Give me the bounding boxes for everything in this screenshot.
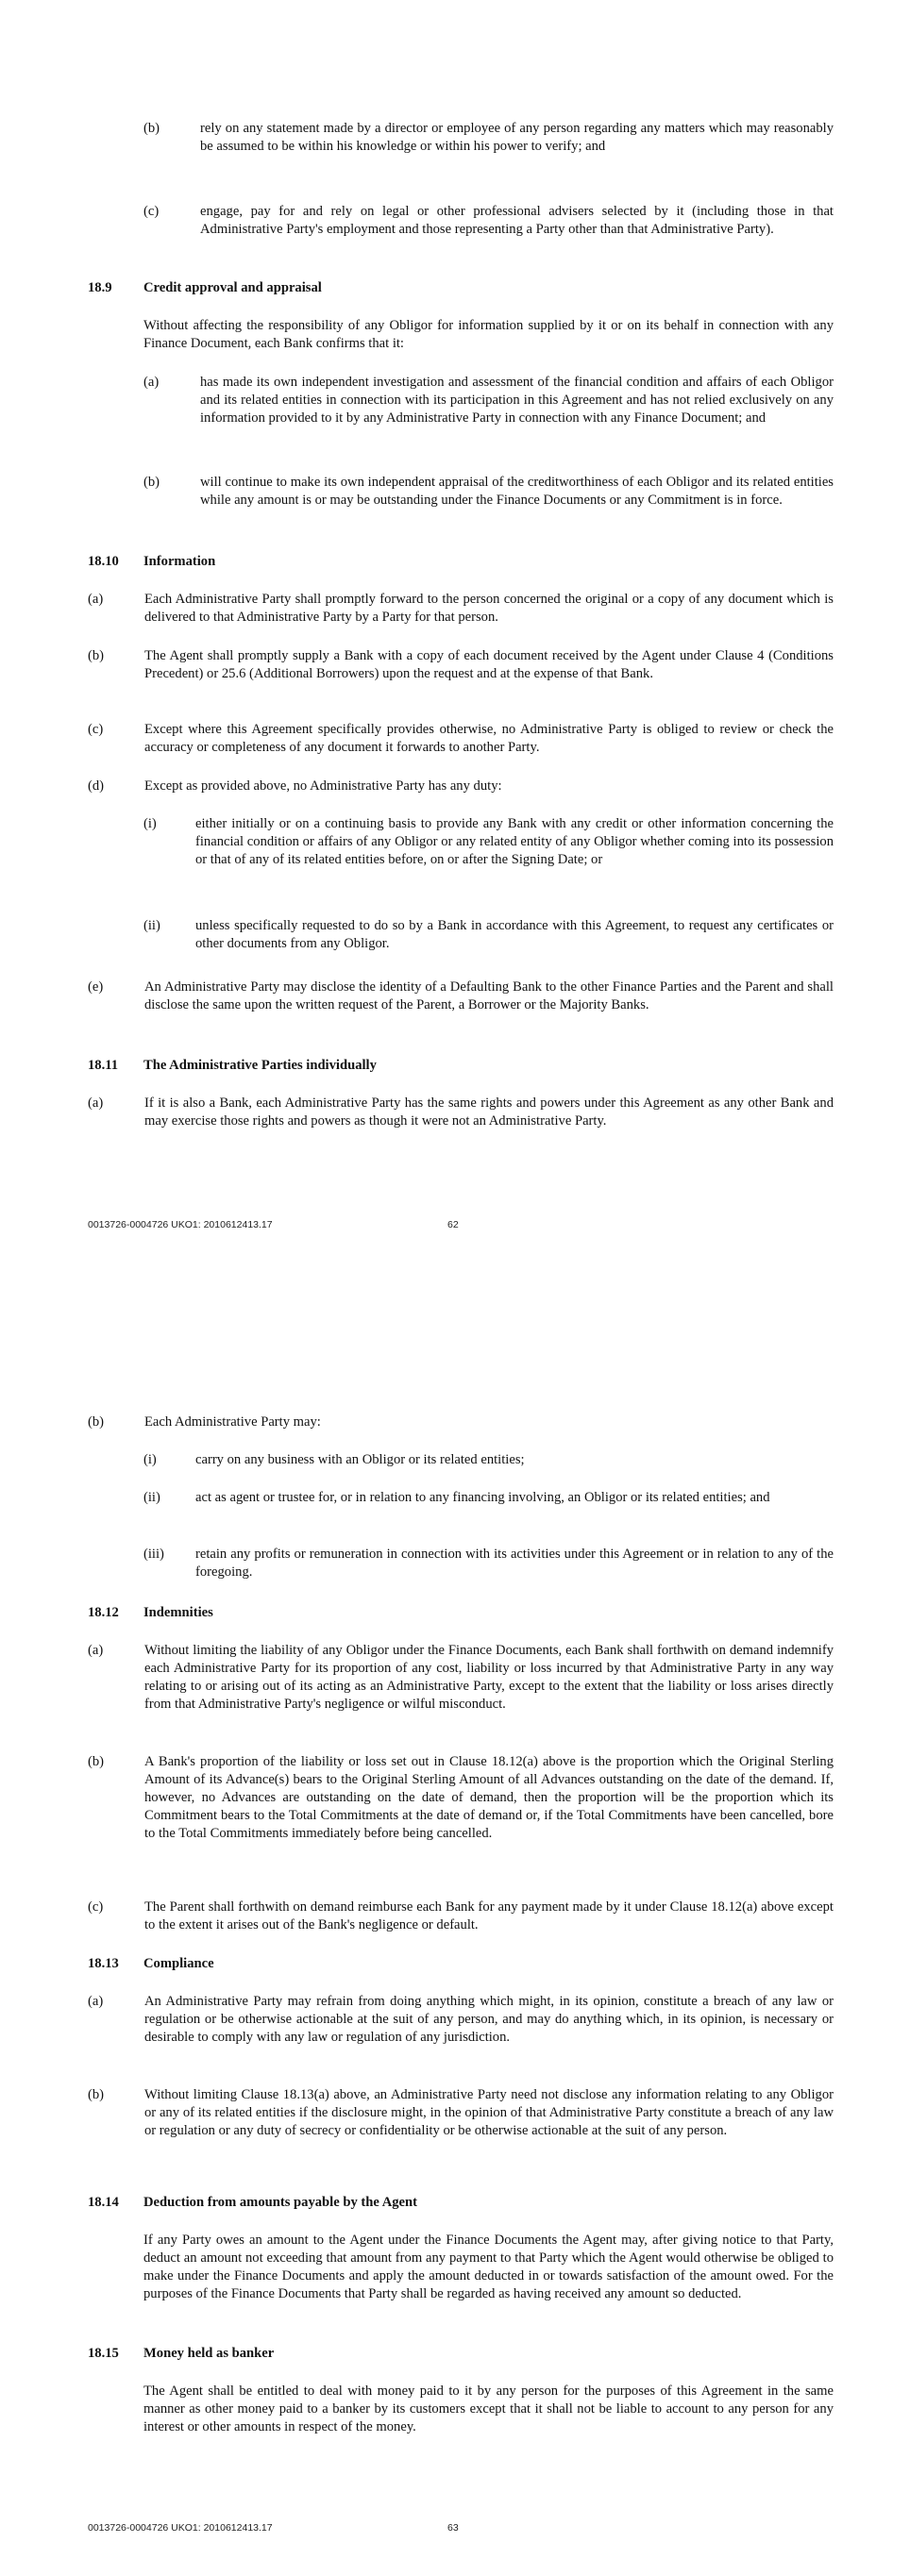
- item-label: (b): [88, 2087, 105, 2102]
- section-title: Money held as banker: [143, 2346, 275, 2361]
- footer-reference: 0013726-0004726 UKO1: 2010612413.17: [88, 2522, 273, 2534]
- section-number: 18.12: [88, 1605, 119, 1620]
- section-title: Compliance: [143, 1956, 214, 1971]
- item-label: (c): [143, 204, 160, 219]
- item-text: The Agent shall promptly supply a Bank with a copy of each document received by the Agent under Clause 4 (Conditions Precedent) or 25.6 (Additional Borrowers) upon the request and at the expense of that Bank.: [144, 648, 834, 681]
- item-text: will continue to make its own independent appraisal of the creditworthiness of each Obligor and its related entities while any amount is or may be outstanding under the Finance Documents or any Commitment is in force.: [200, 475, 834, 508]
- item-text: rely on any statement made by a director or employee of any person regarding any matters which may reasonably be assumed to be within his knowledge or within his power to verify; and: [200, 121, 834, 154]
- section-number: 18.13: [88, 1956, 119, 1971]
- section-number: 18.15: [88, 2346, 119, 2361]
- item-label: (i): [143, 1452, 157, 1467]
- item-text: engage, pay for and rely on legal or other professional advisers selected by it (including those in that Administrative Party's employment and those representing a Party other than that Administrative Party).: [200, 204, 834, 237]
- section-intro: Without affecting the responsibility of any Obligor for information supplied by it or on its behalf in connection with any Finance Document, each Bank confirms that it:: [143, 318, 834, 351]
- page-63: [0, 1288, 910, 2576]
- item-text: Without limiting the liability of any Obligor under the Finance Documents, each Bank shall forthwith on demand indemnify each Administrative Party for its proportion of any cost, liability or loss incurred by that Administrative Party in any way relating to or arising out of its acting as an Administrative Party, except to the extent that the liability or loss arises directly from that Administrative Party's negligence or wilful misconduct.: [144, 1643, 834, 1712]
- item-text: An Administrative Party may refrain from doing anything which might, in its opinion, constitute a breach of any law or regulation or be otherwise actionable at the suit of any person, and may do anything which, in its opinion, is necessary or desirable to comply with any law or regulation of any jurisdiction.: [144, 1994, 834, 2045]
- item-label: (ii): [143, 1490, 160, 1505]
- item-label: (b): [143, 121, 160, 136]
- item-label: (c): [88, 722, 104, 737]
- item-label: (iii): [143, 1547, 164, 1562]
- item-label: (b): [143, 475, 160, 490]
- page-number: 62: [447, 1219, 459, 1230]
- item-label: (b): [88, 1754, 105, 1769]
- item-text: A Bank's proportion of the liability or loss set out in Clause 18.12(a) above is the proportion which the Original Sterling Amount of its Advance(s) bears to the Original Sterling Amount of all Advances outstanding on the date of the demand. If, however, no Advances are outstanding on the date of demand, then the proportion will be the proportion which its Commitment bears to the Total Commitments at the date of demand or, if the Total Commitments have been cancelled, bore to the Total Commitments immediately before being cancelled.: [144, 1754, 834, 1841]
- item-label: (a): [88, 1096, 104, 1111]
- item-text: has made its own independent investigation and assessment of the financial condition and affairs of each Obligor and its related entities in connection with its participation in this Agreement and has not relied exclusively on any information provided to it by any Administrative Party in connection with any Finance Document; and: [200, 375, 834, 426]
- section-title: Information: [143, 554, 216, 569]
- section-number: 18.10: [88, 554, 119, 569]
- section-body: The Agent shall be entitled to deal with money paid to it by any person for the purposes of this Agreement in the same manner as other money paid to a banker by its customers except that it shall not be liable to account to any person for any interest or other amounts in respect of the money.: [143, 2384, 834, 2434]
- item-label: (c): [88, 1899, 104, 1915]
- item-label: (a): [88, 1994, 104, 2009]
- item-text: carry on any business with an Obligor or its related entities;: [195, 1452, 525, 1467]
- item-text: Each Administrative Party may:: [144, 1414, 321, 1430]
- item-text: The Parent shall forthwith on demand reimburse each Bank for any payment made by it under Clause 18.12(a) above except to the extent it arises out of the Bank's negligence or default.: [144, 1899, 834, 1932]
- section-body: If any Party owes an amount to the Agent under the Finance Documents the Agent may, after giving notice to that Party, deduct an amount not exceeding that amount from any payment to that Party which the Agent would otherwise be obliged to make under the Finance Documents and apply the amount deducted in or towards satisfaction of the amount owed. For the purposes of the Finance Documents that Party shall be regarded as having received any amount so deducted.: [143, 2233, 834, 2301]
- section-number: 18.14: [88, 2195, 119, 2210]
- item-text: Except as provided above, no Administrative Party has any duty:: [144, 778, 502, 794]
- item-label: (d): [88, 778, 105, 794]
- footer-reference: 0013726-0004726 UKO1: 2010612413.17: [88, 1219, 273, 1230]
- page-number: 63: [447, 2522, 459, 2534]
- item-text: Except where this Agreement specifically provides otherwise, no Administrative Party is obliged to review or check the accuracy or completeness of any document it forwards to another Party.: [144, 722, 834, 755]
- item-label: (b): [88, 648, 105, 663]
- item-label: (b): [88, 1414, 105, 1430]
- item-text: act as agent or trustee for, or in relation to any financing involving, an Obligor or its related entities; and: [195, 1490, 770, 1505]
- item-text: An Administrative Party may disclose the identity of a Defaulting Bank to the other Finance Parties and the Parent and shall disclose the same upon the written request of the Parent, a Borrower or the Majority Banks.: [144, 979, 834, 1012]
- item-label: (ii): [143, 918, 160, 933]
- item-label: (i): [143, 816, 157, 831]
- item-text: unless specifically requested to do so by a Bank in accordance with this Agreement, to request any certificates or other documents from any Obligor.: [195, 918, 834, 951]
- item-text: Each Administrative Party shall promptly forward to the person concerned the original or a copy of any document which is delivered to that Administrative Party by a Party for that person.: [144, 592, 834, 625]
- section-title: Deduction from amounts payable by the Agent: [143, 2195, 418, 2210]
- item-text: either initially or on a continuing basis to provide any Bank with any credit or other information concerning the financial condition or affairs of any Obligor or any related entity of any Obligor whether coming into its possession or that of any of its related entities before, on or after the Signing Date; or: [195, 816, 834, 867]
- section-title: Credit approval and appraisal: [143, 280, 322, 295]
- item-label: (a): [88, 592, 104, 607]
- section-title: The Administrative Parties individually: [143, 1058, 377, 1073]
- item-text: If it is also a Bank, each Administrative Party has the same rights and powers under this Agreement as any other Bank and may exercise those rights and powers as though it were not an Administrative Party.: [144, 1096, 834, 1129]
- item-label: (a): [143, 375, 160, 390]
- item-text: Without limiting Clause 18.13(a) above, an Administrative Party need not disclose any information relating to any Obligor or any of its related entities if the disclosure might, in the opinion of that Administrative Party constitute a breach of any law or regulation or any duty of secrecy or confidentiality or be otherwise actionable at the suit of any person.: [144, 2087, 834, 2138]
- section-number: 18.9: [88, 280, 112, 295]
- section-number: 18.11: [88, 1058, 119, 1073]
- section-title: Indemnities: [143, 1605, 213, 1620]
- item-label: (a): [88, 1643, 104, 1658]
- item-text: retain any profits or remuneration in connection with its activities under this Agreement or in relation to any of the foregoing.: [195, 1547, 834, 1580]
- item-label: (e): [88, 979, 104, 995]
